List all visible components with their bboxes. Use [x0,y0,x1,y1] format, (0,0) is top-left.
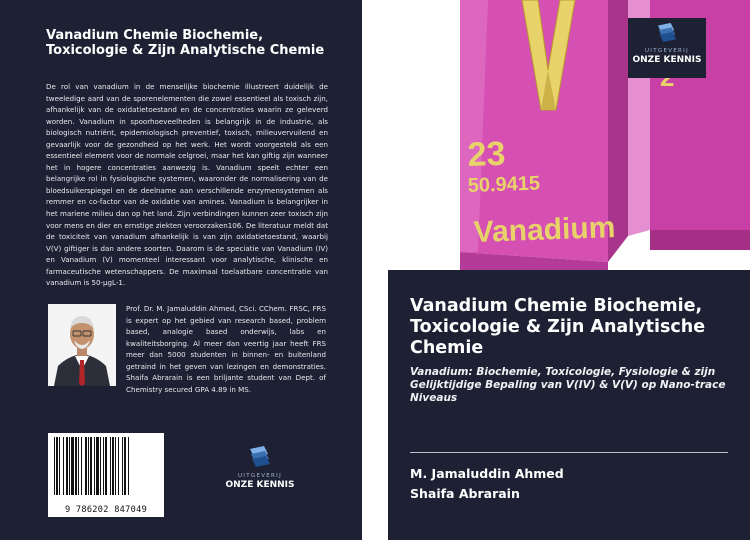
authors [410,464,730,503]
back-description: De rol van vanadium in de menselijke biochemie illustreert duidelijk de tweeledige aard van de sporenelementen die zowel essentieel als toxisch zijn, afhankelijk van de oxidatietoestand en de concentraties waarin ze geleverd worden. Vanadium in spoorhoeveelheden is belangrijk in de industrie, als biologisch nutriënt, epidemiologisch preventief, toxisch, milieuvervuilend en gevaarlijk voor de gezondheid op het werk. Het wordt voorgesteld als een essentieel element voor de normale celgroei, maar het kan giftig zijn wanneer het in hogere concentraties aanwezig is. Vanadium speelt echter een belangrijke rol in fysiologische systemen, waaronder de normalisering van de bloedsuikerspiegel en de deelname aan verschillende enzymensystemen als remmer en co-factor van de oxidatie van amines. Vanadium is belangrijker in het mariene milieu dan op het land. Zijn verbindingen kunnen zeer toxisch zijn voor mens en dier en ernstige ziekten veroorzaken106. De literatuur meldt dat de toxiciteit van vanadium afhankelijk is van zijn oxidatietoestand, waarbij V(V) giftiger is dan andere soorten. Daarom is de speciatie van Vanadium (IV) en Vanadium (V) momenteel interessant voor analytische, klinische en farmaceutische wetenschappers. De maximaal toelaatbare concentratie van vanadium is 50-µgL-1. [46,82,328,288]
divider [410,452,728,453]
publisher-small-label: UITGEVERIJ [237,473,283,479]
spine [362,0,388,540]
publisher-name: ONZE KENNIS [225,480,295,490]
author-name: M. Jamaluddin Ahmed [410,466,564,481]
isbn-barcode [48,433,164,517]
publisher-name: ONZE KENNIS [632,55,702,65]
author-photo [48,304,116,386]
publisher-small-label: UITGEVERIJ [644,48,690,54]
cover-image [388,0,750,270]
publisher-book-icon [246,445,274,467]
front-cover [388,0,750,540]
author-bio: Prof. Dr. M. Jamaluddin Ahmed, CSci. CChem. FRSC, FRS is expert op het gebied van research based, problem based, analogie based onderwijs, labs en kwaliteitsborging. Al meer dan veertig jaar heeft FRS meer dan 5000 studenten in binnen- en buitenland getraind in het geven van lezingen en demonstraties. Shaifa Abrarain is een briljante student van Dept. of Chemistry secured GPA 4.89 in MS. [126,304,326,394]
cover-atomic-number: 23 [466,134,507,174]
isbn-digits: 9 786202 847049 [64,505,148,515]
back-cover [0,0,362,540]
front-subtitle: Vanadium: Biochemie, Toxicologie, Fysiologie & zijn Gelijktijdige Bepaling van V(IV) & V(V) op Nano-trace Niveaus [410,366,726,404]
back-title: Vanadium Chemie Biochemie, Toxicologie & Zijn Analytische Chemie [46,28,325,58]
front-title: Vanadium Chemie Biochemie, Toxicologie & Zijn Analytische Chemie [410,296,706,358]
author-name: Shaifa Abrarain [410,485,520,501]
cover-atomic-mass: 50.9415 [467,172,541,197]
barcode-bars [52,437,160,499]
back-publisher-logo [220,445,300,490]
cover-element-name: Vanadium [473,211,616,249]
publisher-book-icon [654,22,680,42]
front-publisher-logo [628,18,706,78]
